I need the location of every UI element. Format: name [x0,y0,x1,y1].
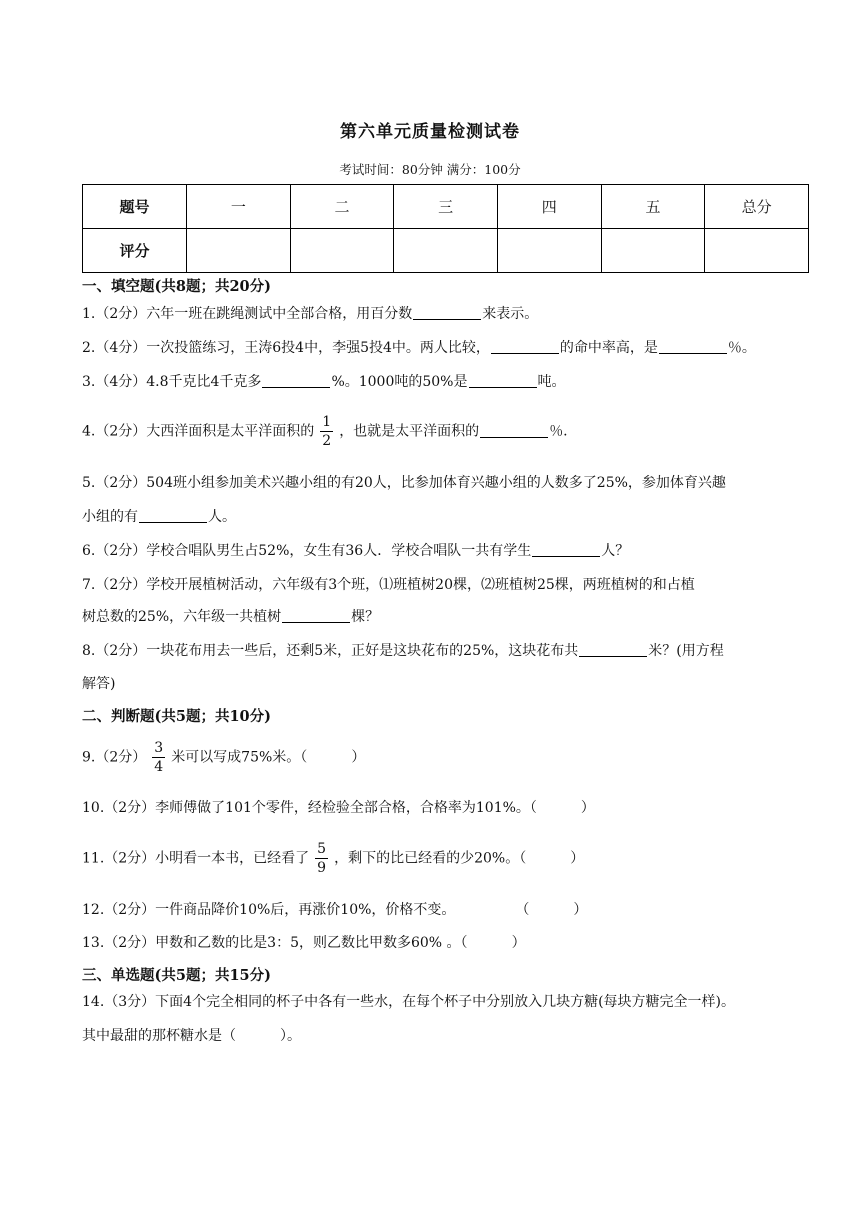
question-text: 4.（2分）大西洋面积是太平洋面积的 [82,423,315,440]
answer-blank[interactable] [469,371,537,388]
question-text: %。1000吨的50%是 [331,374,468,390]
answer-blank[interactable] [262,371,330,388]
score-cell[interactable] [497,229,601,273]
question-text: 5.（2分）504班小组参加美术兴趣小组的有20人，比参加体育兴趣小组的人数多了25%，参加体育兴趣 [82,475,726,491]
score-cell[interactable] [290,229,394,273]
question-text: 10.（2分）李师傅做了101个零件，经检验全部合格，合格率为101%。（ [82,800,537,816]
question-text: 树总数的25%，六年级一共植树 [82,609,282,625]
answer-blank[interactable] [413,303,481,320]
row-head-question-no: 题号 [83,185,187,229]
question-text: ） [351,749,366,766]
question-3 [82,365,812,399]
fraction [152,739,165,776]
answer-blank[interactable] [282,606,350,623]
question-8-line-2 [82,667,812,701]
score-cell[interactable] [394,229,498,273]
page-title: 第六单元质量检测试卷 [340,122,520,142]
question-text: 解答) [82,676,116,692]
answer-blank[interactable] [139,506,207,523]
score-table-row-score [83,229,809,273]
question-text: 吨。 [537,374,566,390]
exam-info: 考试时间：80分钟 满分：100分 [339,162,521,177]
question-text: 12.（2分）一件商品降价10%后，再涨价10%，价格不变。 [82,902,456,918]
question-text: ） [580,800,595,816]
col-1: 一 [187,185,291,229]
question-text: ） [573,902,588,918]
question-text: 人？ [601,543,630,559]
question-text: 来表示。 [482,306,539,322]
question-text: 1.（2分）六年一班在跳绳测试中全部合格，用百分数 [82,306,413,322]
question-4 [82,413,812,450]
score-table-row-header [83,185,809,229]
answer-blank[interactable] [532,540,600,557]
col-5: 五 [601,185,705,229]
question-text: 3.（4分）4.8千克比4千克多 [82,374,262,390]
question-text: 14.（3分）下面4个完全相同的杯子中各有一些水，在每个杯子中分别放入几块方糖(每块方糖完全一样)。 [82,994,736,1010]
col-total: 总分 [705,185,809,229]
question-text: 9.（2分） [82,749,147,766]
section-fill-in: 一、填空题(共8题；共20分) [82,278,271,295]
question-text: ） [570,850,585,867]
answer-blank[interactable] [579,640,647,657]
question-7-line-2 [82,600,812,634]
score-cell-total[interactable] [705,229,809,273]
question-text: ％. [549,423,568,440]
fraction [315,840,328,877]
question-text: 其中最甜的那杯糖水是（ [82,1028,236,1044]
question-2 [82,331,812,365]
question-text: 6.（2分）学校合唱队男生占52%，女生有36人．学校合唱队一共有学生 [82,543,532,559]
question-text: 人。 [208,509,236,525]
fraction-denominator: 2 [322,433,332,449]
fraction [320,413,333,450]
question-text: 米？(用方程 [648,643,724,659]
question-text: ，也就是太平洋面积的 [339,423,480,440]
fraction-numerator: 1 [322,414,332,430]
answer-blank[interactable] [659,337,727,354]
question-text: 8.（2分）一块花布用去一些后，还剩5米，正好是这块花布的25%，这块花布共 [82,643,579,659]
section-true-false: 二、判断题(共5题；共10分) [82,708,271,725]
question-text: 11.（2分）小明看一本书，已经看了 [82,850,310,867]
question-11 [82,840,812,877]
fraction-denominator: 4 [154,759,164,775]
question-text: ，剩下的比已经看的少20%。（ [334,850,527,867]
question-9 [82,739,812,776]
question-text: ％。 [727,340,756,356]
question-text: 棵？ [351,609,380,625]
question-12 [82,893,812,927]
question-text: ）。 [280,1028,301,1044]
answer-blank[interactable] [491,337,559,354]
section-single-choice: 三、单选题(共5题；共15分) [82,967,271,984]
score-cell[interactable] [601,229,705,273]
row-head-score: 评分 [83,229,187,273]
answer-blank[interactable] [480,421,548,438]
col-3: 三 [394,185,498,229]
question-7-line-1 [82,568,812,602]
question-text: 米可以写成75%米。（ [171,749,308,766]
question-text: 的命中率高，是 [559,340,658,356]
question-text: 小组的有 [82,509,138,525]
col-4: 四 [497,185,601,229]
question-text: ） [511,935,526,951]
question-14-line-2 [82,1019,812,1053]
question-5-line-2 [82,500,812,534]
question-6 [82,534,812,568]
question-14-line-1 [82,985,812,1019]
question-5-line-1 [82,466,812,500]
fraction-numerator: 3 [154,740,164,756]
fraction-numerator: 5 [317,841,327,857]
score-table [82,184,809,273]
question-10 [82,791,812,825]
fraction-denominator: 9 [317,860,327,876]
question-13 [82,926,812,960]
question-8-line-1 [82,634,812,668]
question-text: （ [515,902,530,918]
question-text: 2.（4分）一次投篮练习，王涛6投4中，李强5投4中。两人比较， [82,340,490,356]
col-2: 二 [290,185,394,229]
question-text: 13.（2分）甲数和乙数的比是3：5，则乙数比甲数多60% 。（ [82,935,468,951]
question-text: 7.（2分）学校开展植树活动，六年级有3个班，⑴班植树20棵，⑵班植树25棵，两班植树的和占植 [82,577,695,593]
question-1 [82,297,812,331]
score-cell[interactable] [187,229,291,273]
